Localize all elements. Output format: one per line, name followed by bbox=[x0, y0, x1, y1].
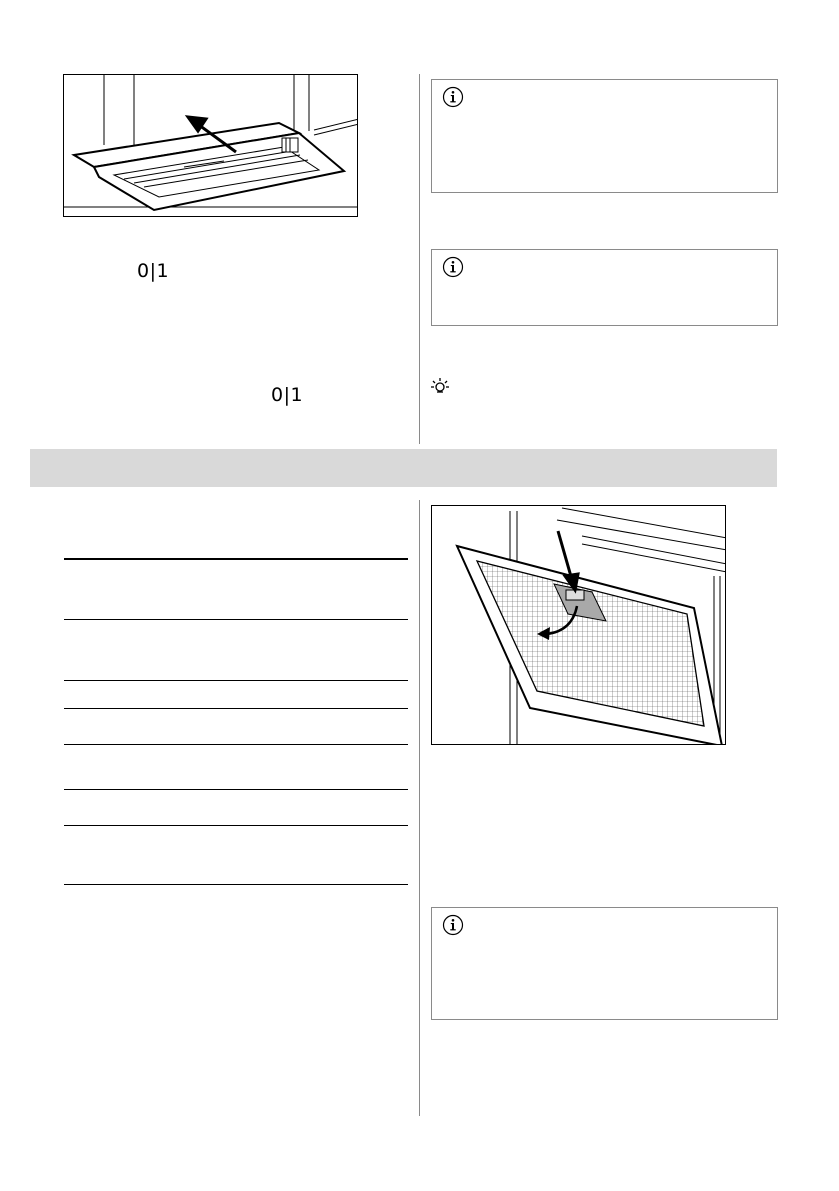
table-rule bbox=[64, 708, 408, 709]
section-heading-band bbox=[30, 449, 777, 487]
table-rule bbox=[64, 619, 408, 620]
column-divider-bottom bbox=[419, 500, 420, 1116]
info-circle-icon bbox=[442, 86, 464, 108]
hood-illustration bbox=[63, 74, 358, 217]
filter-drawing bbox=[432, 506, 726, 745]
filter-illustration bbox=[431, 505, 726, 745]
table-rule-bottom bbox=[64, 884, 408, 885]
table-rule bbox=[64, 825, 408, 826]
info-note-3 bbox=[431, 907, 778, 1020]
light-bulb-icon bbox=[430, 376, 450, 396]
info-circle-icon bbox=[442, 256, 464, 278]
table-rule-top bbox=[64, 558, 408, 560]
table-rule bbox=[64, 680, 408, 681]
info-circle-icon bbox=[442, 914, 464, 936]
table-rule bbox=[64, 744, 408, 745]
table-rule bbox=[64, 789, 408, 790]
info-note-2 bbox=[431, 249, 778, 326]
info-note-1 bbox=[431, 79, 778, 193]
on-off-symbol-2: 0|1 bbox=[271, 384, 304, 406]
hood-drawing bbox=[64, 75, 358, 217]
on-off-symbol-1: 0|1 bbox=[137, 260, 170, 282]
column-divider-top bbox=[419, 74, 420, 444]
